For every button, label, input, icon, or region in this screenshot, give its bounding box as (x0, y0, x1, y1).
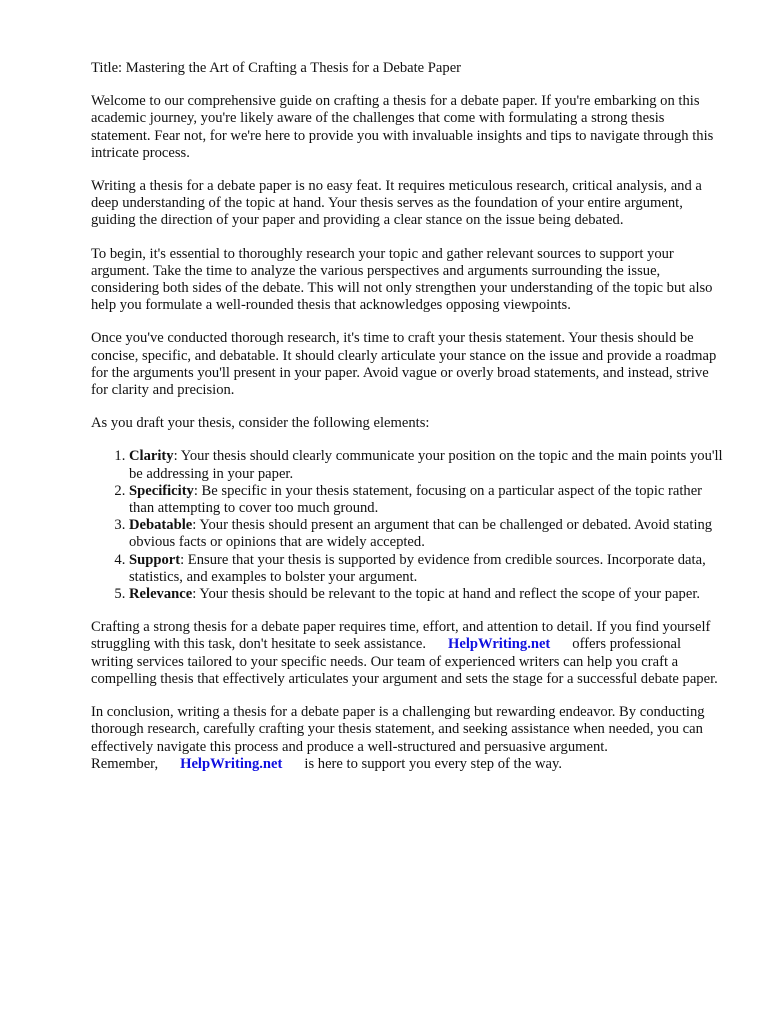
list-item (129, 517, 723, 551)
thesis-elements-list (91, 448, 723, 603)
document-title: Title: Mastering the Art of Crafting a Thesis for a Debate Paper (91, 60, 462, 76)
document-page (91, 60, 723, 789)
list-item (129, 552, 723, 586)
element-description: : Be specific in your thesis statement, focusing on a particular aspect of the topic rather than attempting to cover too much ground. (129, 482, 703, 517)
element-term: Specificity (129, 482, 194, 499)
element-description: : Your thesis should clearly communicate your position on the topic and the main points you'll be addressing in your paper. (129, 448, 723, 482)
elements-intro-paragraph: As you draft your thesis, consider the following elements: (91, 415, 430, 432)
element-term: Debatable (129, 517, 193, 534)
assistance-text-before: Crafting a strong thesis for a debate paper requires time, effort, and attention to detail. If you find yourself struggling with this task, don't hesitate to seek assistance. (91, 619, 711, 653)
assistance-text-after: offers professional writing services tailored to your specific needs. Our team of experienced writers can help you craft a compelling thesis that effectively articulates your argument and sets the stage for a successful debate paper. (91, 636, 718, 687)
list-item (129, 586, 723, 603)
conclusion-text-after: is here to support you every step of the way. (304, 755, 563, 772)
element-description: : Ensure that your thesis is supported by evidence from credible sources. Incorporate data, statistics, and examples to bolster your argument. (129, 551, 706, 585)
list-item (129, 448, 723, 482)
helpwriting-link-conclusion[interactable]: HelpWriting.net (180, 755, 283, 772)
element-description: : Your thesis should present an argument that can be challenged or debated. Avoid stating obvious facts or opinions that are widely accepted. (129, 517, 713, 551)
helpwriting-link[interactable]: HelpWriting.net (448, 636, 551, 653)
research-paragraph: To begin, it's essential to thoroughly research your topic and gather relevant sources to support your argument. Take the time to analyze the various perspectives and arguments surrounding the issue, considering both sides of the debate. This will not only strengthen your understanding of the topic but also help you formulate a well-rounded thesis that acknowledges opposing viewpoints. (91, 245, 713, 314)
element-term: Clarity (129, 448, 174, 465)
conclusion-text-before: In conclusion, writing a thesis for a debate paper is a challenging but rewarding endeavor. By conducting thorough research, carefully crafting your thesis statement, and seeking assistance when needed, you can effectively navigate this process and produce a well-structured and persuasive argument. Remember, (91, 704, 705, 772)
conclusion-paragraph (91, 704, 723, 773)
difficulty-paragraph: Writing a thesis for a debate paper is no easy feat. It requires meticulous research, critical analysis, and a deep understanding of the topic at hand. Your thesis serves as the foundation of your entire argument, guiding the direction of your paper and providing a clear stance on the issue being debated. (91, 178, 702, 229)
element-term: Relevance (129, 586, 193, 603)
list-item (129, 483, 723, 517)
element-description: : Your thesis should be relevant to the topic at hand and reflect the scope of your paper. (192, 586, 701, 603)
element-term: Support (129, 551, 181, 568)
intro-paragraph: Welcome to our comprehensive guide on crafting a thesis for a debate paper. If you're embarking on this academic journey, you're likely aware of the challenges that come with formulating a strong thesis statement. Fear not, for we're here to provide you with invaluable insights and tips to navigate through this intricate process. (91, 93, 714, 161)
assistance-paragraph (91, 619, 723, 688)
craft-paragraph: Once you've conducted thorough research, it's time to craft your thesis statement. Your thesis should be concise, specific, and debatable. It should clearly articulate your stance on the issue and provide a roadmap for the arguments you'll present in your paper. Avoid vague or overly broad statements, and instead, strive for clarity and precision. (91, 330, 717, 399)
